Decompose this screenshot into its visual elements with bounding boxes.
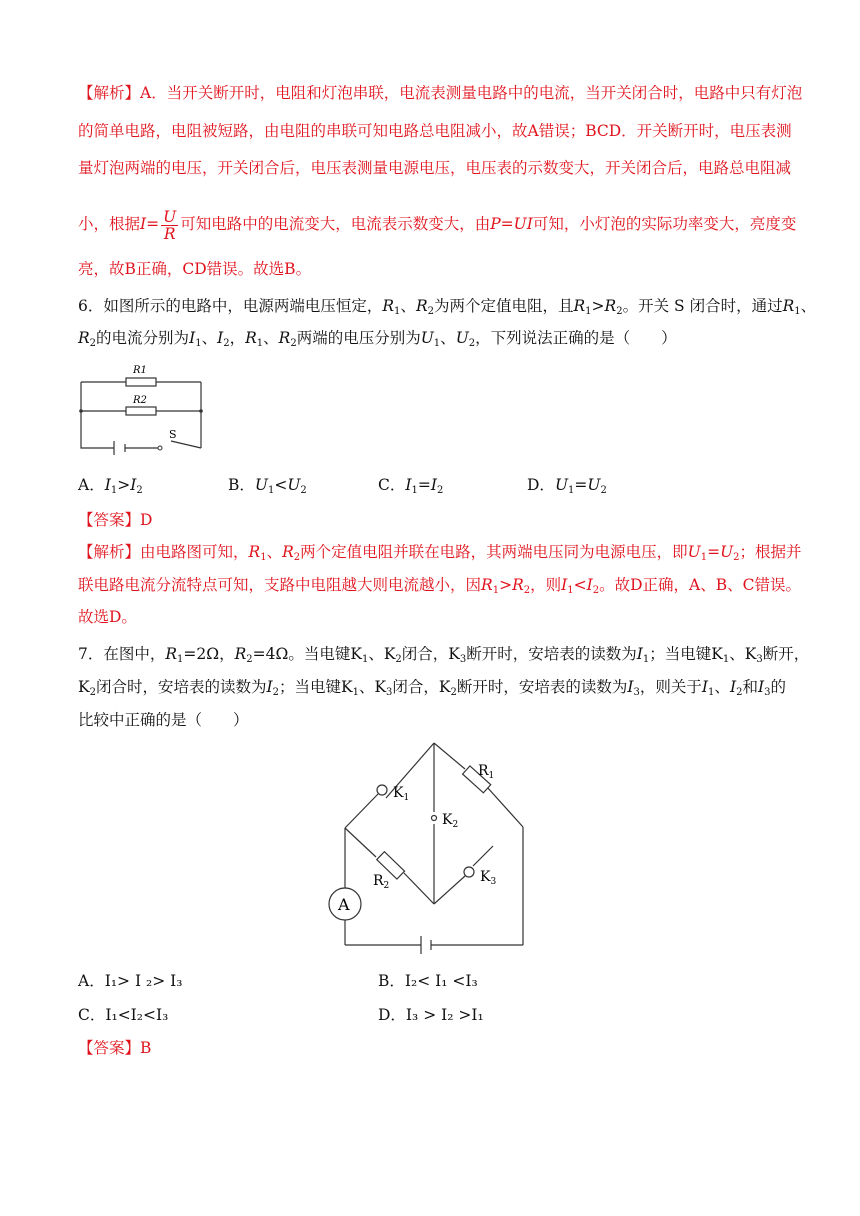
analysis-line-2: 的简单电路，电阻被短路，由电阻的串联可知电路总电阻减小，故A错误；BCD．开关断开时，电压表测 bbox=[78, 122, 792, 140]
q6-analysis-line-2: 联电路电流分流特点可知，支路中电阻越大则电流越小，因$R_1>R_2$，则$I_1<I_2$。故D正确，A、B、C错误。 bbox=[78, 576, 801, 596]
q6-fig-label-r1: R1 bbox=[133, 365, 147, 376]
q7-option-d: D．I₃ > I₂ >I₁ bbox=[378, 1006, 484, 1024]
q7-fig-label-r1: $R_1$ bbox=[478, 763, 495, 781]
q6-circuit-diagram bbox=[76, 358, 206, 452]
analysis-line-5: 亮，故B正确，CD错误。故选B。 bbox=[78, 260, 312, 278]
q6-answer: 【答案】D bbox=[78, 511, 153, 529]
q6-option-c: C．$I_1=I_2$ bbox=[378, 476, 444, 496]
q7-option-c: C．I₁<I₂<I₃ bbox=[78, 1006, 169, 1024]
q7-line-3: 比较中正确的是（ ） bbox=[78, 711, 249, 729]
q6-fig-label-r2: R2 bbox=[133, 395, 147, 406]
fraction-u-over-r: $\frac{U}{R}$ bbox=[163, 207, 177, 243]
q7-line-1: 7．在图中，$R_1=2\Omega$，$R_2=4\Omega$。当电键$K_1$、$K_2$闭合，$K_3$断开时，安培表的读数为$I_1$；当电键$K_1$、$K_3$断开， bbox=[78, 645, 810, 665]
q7-option-a: A．I₁> I ₂> I₃ bbox=[78, 972, 183, 990]
q7-line-2: $K_2$闭合时，安培表的读数为$I_2$；当电键$K_1$、$K_3$闭合，$K_2$断开时，安培表的读数为$I_3$，则关于$I_1$、$I_2$和$I_3$的 bbox=[78, 678, 786, 698]
q6-option-d: D．$U_1=U_2$ bbox=[527, 476, 607, 496]
q6-option-a: A．$I_1>I_2$ bbox=[78, 476, 143, 496]
analysis-line-4: 小，根据I= $\frac{U}{R}$ 可知电路中的电流变大，电流表示数变大，由P=UI可知，小灯泡的实际功率变大，亮度变 bbox=[78, 207, 797, 243]
q6-fig-label-s: S bbox=[169, 428, 177, 441]
q7-option-b: B．I₂< I₁ <I₃ bbox=[378, 972, 478, 990]
q6-analysis-line-3: 故选D。 bbox=[78, 608, 137, 626]
analysis-line-3: 量灯泡两端的电压，开关闭合后，电压表测量电源电压，电压表的示数变大，开关闭合后，电路总电阻减 bbox=[78, 159, 792, 177]
q7-answer: 【答案】B bbox=[78, 1039, 152, 1057]
q7-fig-label-r2: $R_2$ bbox=[373, 873, 390, 891]
q7-fig-label-k3: $K_3$ bbox=[480, 869, 497, 887]
q7-fig-label-k2: $K_2$ bbox=[442, 812, 459, 830]
q7-fig-ammeter-label: A bbox=[338, 895, 350, 914]
q6-line-1: 6．如图所示的电路中，电源两端电压恒定，$R_1$、$R_2$为两个定值电阻，且$R_1>R_2$。开关 S 闭合时，通过$R_1$、 bbox=[78, 297, 817, 317]
q6-option-b: B．$U_1<U_2$ bbox=[228, 476, 307, 496]
q7-circuit-diagram bbox=[325, 738, 540, 953]
q6-analysis-line-1: 【解析】由电路图可知，$R_1$、$R_2$两个定值电阻并联在电路，其两端电压同为电源电压，即$U_1=U_2$；根据并 bbox=[78, 543, 802, 563]
q7-fig-label-k1: $K_1$ bbox=[393, 785, 410, 803]
q6-line-2: $R_2$的电流分别为$I_1$、$I_2$，$R_1$、$R_2$两端的电压分别为$U_1$、$U_2$，下列说法正确的是（ ） bbox=[78, 329, 677, 349]
analysis-line-1: 【解析】A．当开关断开时，电阻和灯泡串联，电流表测量电路中的电流，当开关闭合时，电路中只有灯泡 bbox=[78, 84, 803, 102]
